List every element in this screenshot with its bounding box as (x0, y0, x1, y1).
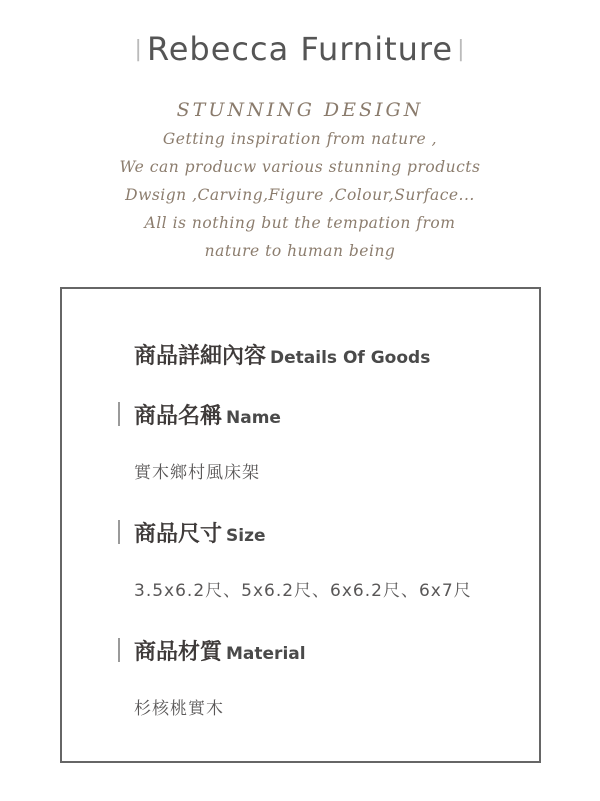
details-title-zh: 商品詳細內容 (134, 344, 267, 369)
section-material (118, 635, 518, 719)
brand-title (0, 30, 600, 68)
tagline-line: Dwsign ,Carving,Figure ,Colour,Surface... (125, 186, 475, 204)
section-heading (118, 635, 518, 666)
section-label-en: Size (226, 526, 266, 546)
section-heading (118, 399, 518, 430)
section-label-en: Name (226, 408, 281, 428)
product-name-value: 實木鄉村風床架 (134, 463, 260, 483)
product-material-value: 杉核桃實木 (134, 699, 224, 719)
details-panel (60, 287, 541, 763)
brand-left-divider: | (134, 37, 143, 62)
brand-right-divider: | (457, 37, 466, 62)
tagline-line: All is nothing but the tempation from (144, 214, 456, 232)
tagline-line: Getting inspiration from nature , (162, 130, 438, 148)
tagline-headline: STUNNING DESIGN (176, 99, 424, 121)
section-label-en: Material (226, 644, 306, 664)
section-size (118, 517, 518, 601)
tagline-block (0, 95, 600, 265)
details-title-en: Details Of Goods (270, 348, 431, 368)
details-title (134, 339, 430, 370)
product-size-value: 3.5x6.2尺、5x6.2尺、6x6.2尺、6x7尺 (134, 581, 472, 601)
section-label-zh: 商品尺寸 (134, 522, 223, 547)
section-name (118, 399, 518, 483)
section-heading (118, 517, 518, 548)
tagline-line: nature to human being (204, 242, 396, 260)
tagline-line: We can producw various stunning products (119, 158, 481, 176)
section-label-zh: 商品名稱 (134, 404, 223, 429)
brand-name: Rebecca Furniture (146, 30, 454, 68)
section-label-zh: 商品材質 (134, 640, 223, 665)
